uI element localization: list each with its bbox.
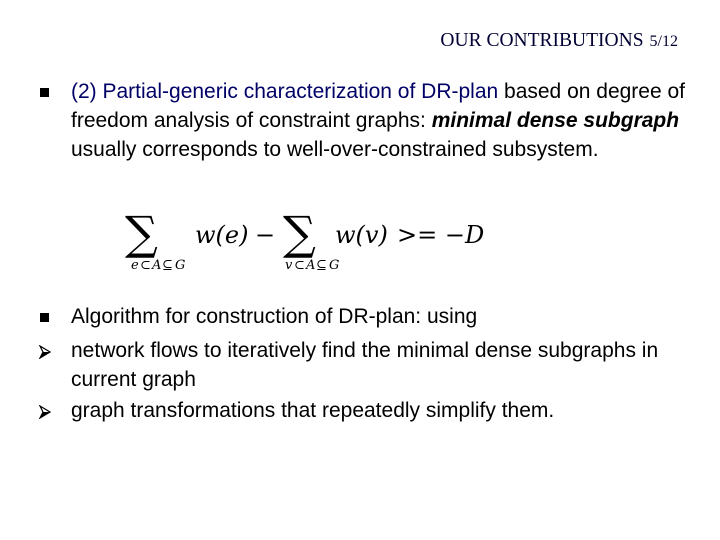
sum-symbol-1: ∑ <box>125 206 158 260</box>
bullet-item-3: network flows to iteratively find the minimal dense subgraphs in current graph <box>71 339 659 391</box>
arrow-bullet-icon <box>39 345 51 359</box>
dof-formula <box>125 205 505 275</box>
svg-text:e: e <box>131 258 139 273</box>
svg-text:v: v <box>285 258 293 273</box>
formula-rhs: >= −D <box>397 221 485 249</box>
svg-text:A: A <box>152 258 162 273</box>
minus-sign: − <box>255 221 276 249</box>
bullet-item-2: Algorithm for construction of DR-plan: using <box>71 305 478 328</box>
sum-1-subscript <box>131 258 185 273</box>
sum-2-subscript <box>285 258 339 273</box>
svg-text:⊂: ⊂ <box>294 258 305 273</box>
arrow-bullet-icon <box>39 405 51 419</box>
item-1-prefix: (2) Partial-generic characterization of DR-plan <box>71 80 499 103</box>
slide-title: OUR CONTRIBUTIONS <box>440 30 644 51</box>
bullet-item-1 <box>71 77 691 164</box>
svg-text:⊂: ⊂ <box>140 258 151 273</box>
item-1-text-b: usually corresponds to well-over-constrained subsystem. <box>71 138 599 161</box>
svg-text:G: G <box>175 258 186 273</box>
square-bullet-icon <box>40 88 49 97</box>
sum-symbol-2: ∑ <box>283 206 316 260</box>
bullet-item-4: graph transformations that repeatedly simplify them. <box>71 399 555 422</box>
item-1-emphasis: minimal dense subgraph <box>431 109 680 132</box>
slide-header <box>440 30 678 52</box>
svg-text:⊆: ⊆ <box>162 258 173 273</box>
term-w-v: w(v) <box>335 221 388 249</box>
page-number: 5/12 <box>649 33 678 50</box>
item-1-text-a: based on degree of freedom analysis of constraint graphs: <box>71 80 686 132</box>
svg-text:A: A <box>306 258 316 273</box>
square-bullet-icon <box>40 313 49 322</box>
svg-text:G: G <box>329 258 340 273</box>
svg-text:⊆: ⊆ <box>316 258 327 273</box>
term-w-e: w(e) <box>195 221 249 249</box>
